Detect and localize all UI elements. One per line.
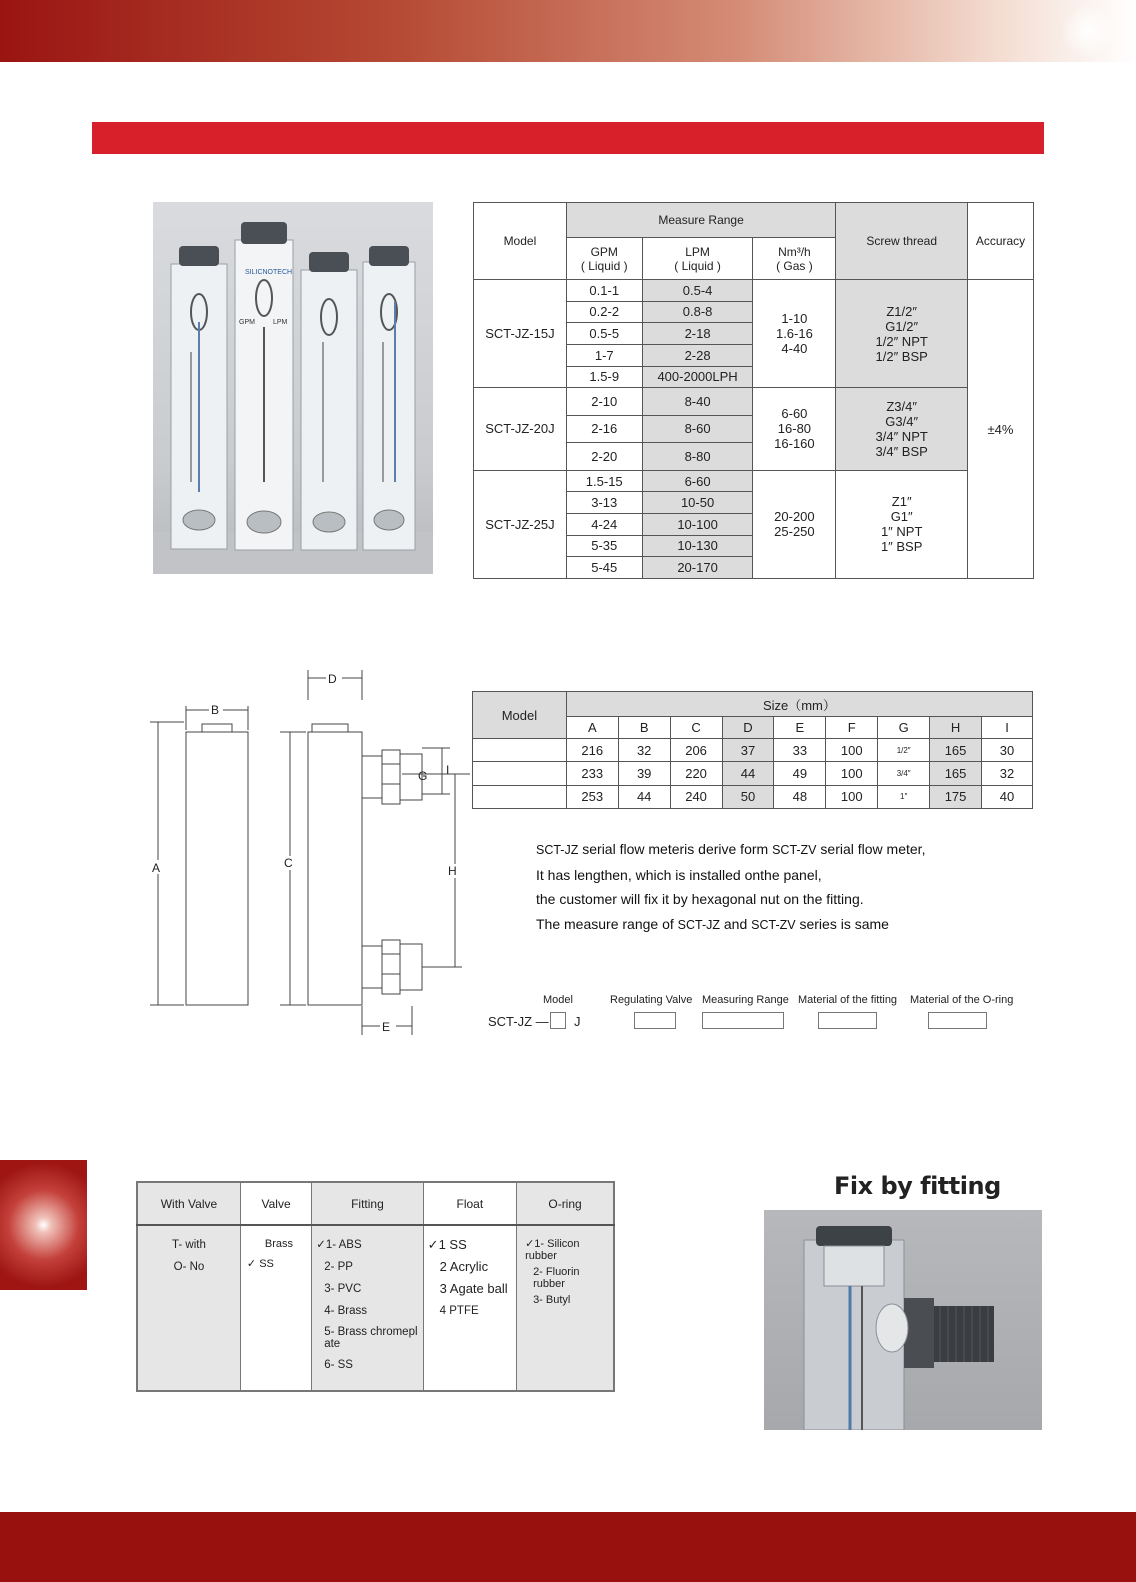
size-cell: 3/4″: [878, 762, 930, 785]
size-cell: 32: [618, 739, 670, 762]
size-cell: 44: [722, 762, 774, 785]
size-row-model: [473, 762, 567, 785]
spec-thread-20j: Z3/4″ G3/4″ 3/4″ NPT 3/4″ BSP: [836, 388, 968, 471]
size-cell: 220: [670, 762, 722, 785]
spec-gpm: 5-35: [566, 535, 642, 557]
size-col-a: A: [566, 717, 618, 739]
size-col-h: H: [930, 717, 982, 739]
spec-accuracy: ±4%: [968, 280, 1034, 579]
spec-gas-25j: 20-200 25-250: [753, 470, 836, 578]
options-float: ✓1 SS 2 Acrylic 3 Agate ball 4 PTFE: [423, 1225, 516, 1391]
size-col-b: B: [618, 717, 670, 739]
fitting-illustration: [764, 1210, 1042, 1430]
spec-lpm: 10-100: [642, 514, 753, 536]
size-col-c: C: [670, 717, 722, 739]
size-cell: 48: [774, 785, 826, 808]
spec-gpm: 1-7: [566, 344, 642, 366]
dim-label-i: I: [446, 763, 450, 777]
options-header-valve: Valve: [240, 1182, 311, 1225]
spec-header-gpm: GPM ( Liquid ): [566, 238, 642, 280]
spec-lpm: 8-60: [642, 415, 753, 443]
spec-lpm: 400-2000LPH: [642, 366, 753, 388]
dim-label-h: H: [448, 864, 457, 878]
spec-gpm: 5-45: [566, 557, 642, 579]
order-box-valve: [634, 1012, 676, 1029]
order-label-valve: Regulating Valve: [610, 994, 693, 1006]
size-col-g: G: [878, 717, 930, 739]
spec-gas-15j: 1-10 1.6-16 4-40: [753, 280, 836, 388]
size-cell: 39: [618, 762, 670, 785]
product-photo-flowmeters: [153, 202, 433, 574]
photo-scale-lpm: LPM: [273, 319, 288, 326]
spec-gpm: 3-13: [566, 492, 642, 514]
desc-line-1: SCT-JZ serial flow meteris derive form SCT-ZV serial flow meter,: [536, 841, 926, 857]
size-cell: 32: [982, 762, 1033, 785]
order-label-range: Measuring Range: [702, 994, 789, 1006]
dimension-drawing: [150, 670, 470, 1050]
size-cell: 253: [566, 785, 618, 808]
dim-label-g: G: [418, 769, 428, 783]
size-cell: 44: [618, 785, 670, 808]
spec-table: [473, 202, 1034, 579]
desc-line-3: the customer will fix it by hexagonal nut on the fitting.: [536, 891, 864, 907]
size-col-f: F: [826, 717, 878, 739]
top-banner: [0, 0, 1136, 62]
order-label-fitting: Material of the fitting: [798, 994, 898, 1006]
size-cell: 100: [826, 785, 878, 808]
desc-line-2: It has lengthen, which is installed onthe panel,: [536, 866, 822, 883]
size-cell: 100: [826, 739, 878, 762]
size-cell: 33: [774, 739, 826, 762]
spec-gpm: 1.5-15: [566, 470, 642, 492]
size-col-e: E: [774, 717, 826, 739]
order-box-range: [702, 1012, 784, 1029]
bottom-banner: [0, 1512, 1136, 1582]
flowmeters-illustration: [153, 202, 433, 574]
order-suffix: J: [574, 1014, 581, 1029]
title-bar: [92, 122, 1044, 154]
desc-line-4: The measure range of SCT-JZ and SCT-ZV series is same: [536, 915, 889, 932]
options-header-with-valve: With Valve: [137, 1182, 240, 1225]
size-col-i: I: [982, 717, 1033, 739]
spec-header-screw-thread: Screw thread: [836, 203, 968, 280]
spec-lpm: 2-28: [642, 344, 753, 366]
spec-lpm: 10-50: [642, 492, 753, 514]
options-header-oring: O-ring: [517, 1182, 614, 1225]
order-box-oring: [928, 1012, 987, 1029]
photo-scale-gpm: GPM: [239, 319, 255, 326]
spec-gpm: 2-20: [566, 443, 642, 471]
size-cell: 165: [930, 762, 982, 785]
spec-gpm: 0.5-5: [566, 323, 642, 345]
options-valve: Brass ✓ SS: [240, 1225, 311, 1391]
fix-by-fitting-title: Fix by fitting: [834, 1172, 1001, 1200]
order-code: [488, 994, 1028, 1038]
spec-header-accuracy: Accuracy: [968, 203, 1034, 280]
size-cell: 1/2″: [878, 739, 930, 762]
spec-gas-20j: 6-60 16-80 16-160: [753, 388, 836, 471]
spec-gpm: 0.2-2: [566, 301, 642, 323]
size-cell: 216: [566, 739, 618, 762]
spec-thread-25j: Z1″ G1″ 1″ NPT 1″ BSP: [836, 470, 968, 578]
spec-lpm: 0.8-8: [642, 301, 753, 323]
dim-label-b: B: [211, 703, 220, 717]
order-box-fitting: [818, 1012, 877, 1029]
spec-lpm: 10-130: [642, 535, 753, 557]
size-table: [472, 691, 1033, 809]
spec-lpm: 2-18: [642, 323, 753, 345]
options-header-fitting: Fitting: [312, 1182, 423, 1225]
spec-header-lpm: LPM ( Liquid ): [642, 238, 753, 280]
size-cell: 165: [930, 739, 982, 762]
spec-lpm: 0.5-4: [642, 280, 753, 302]
options-oring: ✓1- Silicon rubber 2- Fluorin rubber 3- Butyl: [517, 1225, 614, 1391]
options-with-valve: T- with O- No: [137, 1225, 240, 1391]
dim-label-a: A: [152, 861, 161, 875]
spec-gpm: 2-10: [566, 388, 642, 416]
size-cell: 100: [826, 762, 878, 785]
order-label-model: Model: [543, 994, 573, 1006]
size-row-model: [473, 739, 567, 762]
size-cell: 1″: [878, 785, 930, 808]
spec-gpm: 1.5-9: [566, 366, 642, 388]
spec-header-nm3h: Nm³/h ( Gas ): [753, 238, 836, 280]
size-cell: 30: [982, 739, 1033, 762]
order-box-model: [550, 1012, 566, 1029]
size-header-size: Size（mm）: [566, 692, 1032, 717]
spec-lpm: 6-60: [642, 470, 753, 492]
dim-label-c: C: [284, 856, 293, 870]
options-header-float: Float: [423, 1182, 516, 1225]
size-cell: 40: [982, 785, 1033, 808]
dim-label-d: D: [328, 672, 337, 686]
options-table: [136, 1181, 615, 1392]
spec-gpm: 4-24: [566, 514, 642, 536]
spec-model-20j: SCT-JZ-20J: [474, 388, 567, 471]
size-cell: 240: [670, 785, 722, 808]
size-cell: 37: [722, 739, 774, 762]
size-cell: 233: [566, 762, 618, 785]
options-fitting: ✓1- ABS 2- PP 3- PVC 4- Brass 5- Brass chromepl ate 6- SS: [312, 1225, 423, 1391]
side-tab: [0, 1160, 87, 1290]
spec-lpm: 20-170: [642, 557, 753, 579]
spec-lpm: 8-80: [642, 443, 753, 471]
order-prefix: SCT-JZ —: [488, 1014, 549, 1029]
spec-lpm: 8-40: [642, 388, 753, 416]
spec-model-15j: SCT-JZ-15J: [474, 280, 567, 388]
spec-header-model: Model: [474, 203, 567, 280]
size-cell: 206: [670, 739, 722, 762]
spec-thread-15j: Z1/2″ G1/2″ 1/2″ NPT 1/2″ BSP: [836, 280, 968, 388]
size-row-model: [473, 785, 567, 808]
size-cell: 50: [722, 785, 774, 808]
photo-logo: SILICNOTECH: [245, 269, 293, 276]
fitting-photo: [764, 1210, 1042, 1430]
description-text: [536, 837, 1036, 937]
spec-header-measure-range: Measure Range: [566, 203, 836, 238]
order-label-oring: Material of the O-ring: [910, 994, 1014, 1006]
size-cell: 175: [930, 785, 982, 808]
size-header-model: Model: [473, 692, 567, 739]
size-col-d: D: [722, 717, 774, 739]
size-cell: 49: [774, 762, 826, 785]
dim-label-e: E: [382, 1020, 391, 1034]
spec-model-25j: SCT-JZ-25J: [474, 470, 567, 578]
spec-gpm: 2-16: [566, 415, 642, 443]
spec-gpm: 0.1-1: [566, 280, 642, 302]
